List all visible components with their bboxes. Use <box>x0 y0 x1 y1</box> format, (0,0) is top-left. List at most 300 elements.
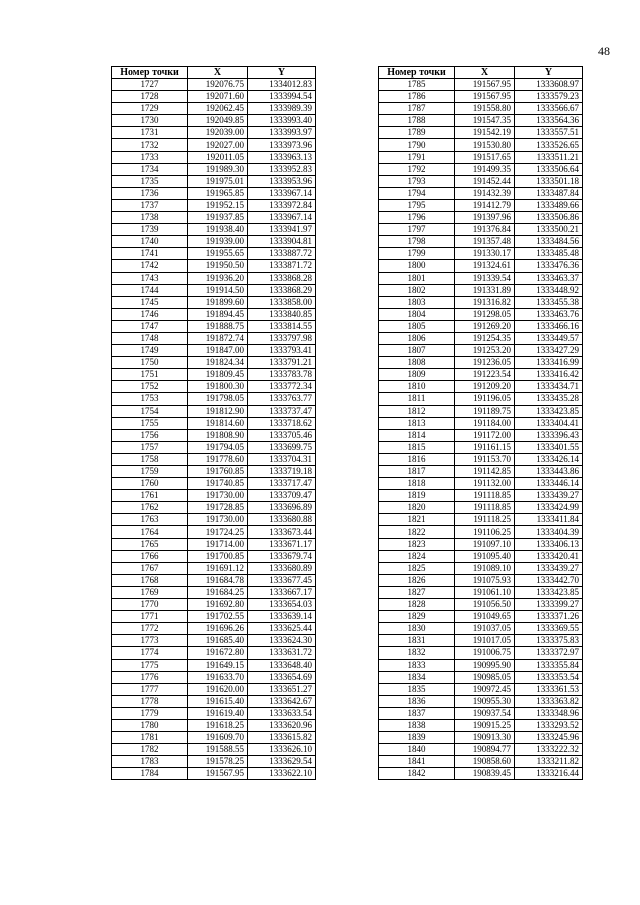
table-body-left <box>112 79 316 780</box>
x-coordinate-cell: 191269.20 <box>455 320 515 332</box>
x-coordinate-cell: 191965.85 <box>188 187 248 199</box>
table-row <box>112 224 316 236</box>
x-coordinate-cell: 191097.10 <box>455 538 515 550</box>
point-number-cell: 1801 <box>379 272 455 284</box>
y-coordinate-cell: 1333631.72 <box>248 647 316 659</box>
table-row <box>112 490 316 502</box>
table-row <box>112 272 316 284</box>
y-coordinate-cell: 1333772.34 <box>248 381 316 393</box>
table-row <box>379 756 583 768</box>
y-coordinate-cell: 1333506.86 <box>515 212 583 224</box>
point-number-cell: 1818 <box>379 478 455 490</box>
x-coordinate-cell: 191017.05 <box>455 635 515 647</box>
table-row <box>379 224 583 236</box>
x-coordinate-cell: 191778.60 <box>188 453 248 465</box>
table-row <box>379 284 583 296</box>
point-number-cell: 1727 <box>112 79 188 91</box>
y-coordinate-cell: 1333719.18 <box>248 466 316 478</box>
table-row <box>112 236 316 248</box>
point-number-cell: 1837 <box>379 707 455 719</box>
y-coordinate-cell: 1333222.32 <box>515 744 583 756</box>
table-row <box>379 719 583 731</box>
y-coordinate-cell: 1333704.31 <box>248 453 316 465</box>
header-x: X <box>188 67 248 79</box>
y-coordinate-cell: 1333439.27 <box>515 562 583 574</box>
x-coordinate-cell: 191142.85 <box>455 466 515 478</box>
point-number-cell: 1730 <box>112 115 188 127</box>
y-coordinate-cell: 1333369.55 <box>515 623 583 635</box>
point-number-cell: 1810 <box>379 381 455 393</box>
x-coordinate-cell: 191633.70 <box>188 671 248 683</box>
point-number-cell: 1777 <box>112 683 188 695</box>
y-coordinate-cell: 1333564.36 <box>515 115 583 127</box>
x-coordinate-cell: 190894.77 <box>455 744 515 756</box>
x-coordinate-cell: 191547.35 <box>455 115 515 127</box>
point-number-cell: 1821 <box>379 514 455 526</box>
table-row <box>379 308 583 320</box>
table-row <box>112 768 316 780</box>
table-row <box>112 91 316 103</box>
x-coordinate-cell: 191936.20 <box>188 272 248 284</box>
table-row <box>112 175 316 187</box>
y-coordinate-cell: 1333363.82 <box>515 695 583 707</box>
y-coordinate-cell: 1333476.36 <box>515 260 583 272</box>
y-coordinate-cell: 1333615.82 <box>248 732 316 744</box>
table-row <box>112 683 316 695</box>
y-coordinate-cell: 1333648.40 <box>248 659 316 671</box>
y-coordinate-cell: 1333791.21 <box>248 357 316 369</box>
table-row <box>112 478 316 490</box>
point-number-cell: 1836 <box>379 695 455 707</box>
x-coordinate-cell: 191952.15 <box>188 199 248 211</box>
point-number-cell: 1757 <box>112 441 188 453</box>
x-coordinate-cell: 191812.90 <box>188 405 248 417</box>
table-row <box>379 272 583 284</box>
table-row <box>379 79 583 91</box>
y-coordinate-cell: 1333871.72 <box>248 260 316 272</box>
y-coordinate-cell: 1333216.44 <box>515 768 583 780</box>
point-number-cell: 1793 <box>379 175 455 187</box>
table-row <box>379 647 583 659</box>
y-coordinate-cell: 1333406.13 <box>515 538 583 550</box>
y-coordinate-cell: 1333654.69 <box>248 671 316 683</box>
x-coordinate-cell: 191740.85 <box>188 478 248 490</box>
x-coordinate-cell: 191691.12 <box>188 562 248 574</box>
point-number-cell: 1812 <box>379 405 455 417</box>
y-coordinate-cell: 1333705.46 <box>248 429 316 441</box>
table-row <box>112 514 316 526</box>
point-number-cell: 1739 <box>112 224 188 236</box>
table-row <box>379 671 583 683</box>
table-row <box>112 538 316 550</box>
table-row <box>379 744 583 756</box>
x-coordinate-cell: 191808.90 <box>188 429 248 441</box>
table-row <box>379 417 583 429</box>
point-number-cell: 1765 <box>112 538 188 550</box>
x-coordinate-cell: 191588.55 <box>188 744 248 756</box>
point-number-cell: 1769 <box>112 586 188 598</box>
table-row <box>112 562 316 574</box>
x-coordinate-cell: 191950.50 <box>188 260 248 272</box>
x-coordinate-cell: 191330.17 <box>455 248 515 260</box>
table-row <box>112 671 316 683</box>
point-number-cell: 1806 <box>379 332 455 344</box>
y-coordinate-cell: 1333484.56 <box>515 236 583 248</box>
y-coordinate-cell: 1333763.77 <box>248 393 316 405</box>
point-number-cell: 1822 <box>379 526 455 538</box>
table-row <box>379 248 583 260</box>
point-number-cell: 1764 <box>112 526 188 538</box>
point-number-cell: 1809 <box>379 369 455 381</box>
x-coordinate-cell: 191542.19 <box>455 127 515 139</box>
point-number-cell: 1778 <box>112 695 188 707</box>
table-row <box>379 695 583 707</box>
point-number-cell: 1732 <box>112 139 188 151</box>
x-coordinate-cell: 191567.95 <box>188 768 248 780</box>
point-number-cell: 1794 <box>379 187 455 199</box>
x-coordinate-cell: 191376.84 <box>455 224 515 236</box>
point-number-cell: 1759 <box>112 466 188 478</box>
x-coordinate-cell: 191615.40 <box>188 695 248 707</box>
y-coordinate-cell: 1333953.96 <box>248 175 316 187</box>
y-coordinate-cell: 1333455.38 <box>515 296 583 308</box>
table-row <box>112 332 316 344</box>
y-coordinate-cell: 1333868.29 <box>248 284 316 296</box>
header-point-number: Номер точки <box>379 67 455 79</box>
table-row <box>379 103 583 115</box>
x-coordinate-cell: 191118.25 <box>455 514 515 526</box>
y-coordinate-cell: 1333717.47 <box>248 478 316 490</box>
point-number-cell: 1790 <box>379 139 455 151</box>
table-row <box>112 79 316 91</box>
table-row <box>112 744 316 756</box>
y-coordinate-cell: 1333904.81 <box>248 236 316 248</box>
x-coordinate-cell: 191184.00 <box>455 417 515 429</box>
point-number-cell: 1745 <box>112 296 188 308</box>
x-coordinate-cell: 191730.00 <box>188 490 248 502</box>
table-row <box>112 550 316 562</box>
point-number-cell: 1800 <box>379 260 455 272</box>
table-row <box>379 429 583 441</box>
point-number-cell: 1770 <box>112 599 188 611</box>
y-coordinate-cell: 1333967.14 <box>248 212 316 224</box>
point-number-cell: 1733 <box>112 151 188 163</box>
x-coordinate-cell: 191730.00 <box>188 514 248 526</box>
y-coordinate-cell: 1333211.82 <box>515 756 583 768</box>
point-number-cell: 1833 <box>379 659 455 671</box>
x-coordinate-cell: 191172.00 <box>455 429 515 441</box>
point-number-cell: 1783 <box>112 756 188 768</box>
point-number-cell: 1763 <box>112 514 188 526</box>
point-number-cell: 1766 <box>112 550 188 562</box>
table-row <box>379 574 583 586</box>
point-number-cell: 1735 <box>112 175 188 187</box>
x-coordinate-cell: 191567.95 <box>455 79 515 91</box>
point-number-cell: 1811 <box>379 393 455 405</box>
table-row <box>112 502 316 514</box>
x-coordinate-cell: 192062.45 <box>188 103 248 115</box>
header-point-number: Номер точки <box>112 67 188 79</box>
y-coordinate-cell: 1333651.27 <box>248 683 316 695</box>
point-number-cell: 1796 <box>379 212 455 224</box>
table-row <box>379 357 583 369</box>
x-coordinate-cell: 191298.05 <box>455 308 515 320</box>
y-coordinate-cell: 1333633.54 <box>248 707 316 719</box>
y-coordinate-cell: 1333797.98 <box>248 332 316 344</box>
table-row <box>379 151 583 163</box>
header-x: X <box>455 67 515 79</box>
x-coordinate-cell: 191339.54 <box>455 272 515 284</box>
table-row <box>112 284 316 296</box>
table-row <box>112 103 316 115</box>
table-row <box>112 127 316 139</box>
y-coordinate-cell: 1333372.97 <box>515 647 583 659</box>
point-number-cell: 1831 <box>379 635 455 647</box>
x-coordinate-cell: 191153.70 <box>455 453 515 465</box>
point-number-cell: 1780 <box>112 719 188 731</box>
x-coordinate-cell: 191118.85 <box>455 490 515 502</box>
point-number-cell: 1772 <box>112 623 188 635</box>
table-row <box>112 199 316 211</box>
page-number: 48 <box>598 44 610 58</box>
x-coordinate-cell: 191684.25 <box>188 586 248 598</box>
x-coordinate-cell: 191132.00 <box>455 478 515 490</box>
point-number-cell: 1767 <box>112 562 188 574</box>
point-number-cell: 1751 <box>112 369 188 381</box>
table-row <box>112 586 316 598</box>
point-number-cell: 1792 <box>379 163 455 175</box>
x-coordinate-cell: 191809.45 <box>188 369 248 381</box>
point-number-cell: 1740 <box>112 236 188 248</box>
table-row <box>112 659 316 671</box>
point-number-cell: 1802 <box>379 284 455 296</box>
point-number-cell: 1771 <box>112 611 188 623</box>
y-coordinate-cell: 1333620.96 <box>248 719 316 731</box>
point-number-cell: 1797 <box>379 224 455 236</box>
header-y: Y <box>515 67 583 79</box>
point-number-cell: 1782 <box>112 744 188 756</box>
table-row <box>379 320 583 332</box>
y-coordinate-cell: 1333625.44 <box>248 623 316 635</box>
table-row <box>379 127 583 139</box>
y-coordinate-cell: 1333446.14 <box>515 478 583 490</box>
point-number-cell: 1813 <box>379 417 455 429</box>
point-number-cell: 1768 <box>112 574 188 586</box>
y-coordinate-cell: 1333399.27 <box>515 599 583 611</box>
table-row <box>379 441 583 453</box>
table-row <box>112 357 316 369</box>
table-row <box>379 260 583 272</box>
point-number-cell: 1781 <box>112 732 188 744</box>
table-row <box>112 260 316 272</box>
point-number-cell: 1737 <box>112 199 188 211</box>
x-coordinate-cell: 192011.05 <box>188 151 248 163</box>
point-number-cell: 1761 <box>112 490 188 502</box>
y-coordinate-cell: 1333401.55 <box>515 441 583 453</box>
x-coordinate-cell: 191061.10 <box>455 586 515 598</box>
point-number-cell: 1803 <box>379 296 455 308</box>
y-coordinate-cell: 1333426.14 <box>515 453 583 465</box>
table-row <box>112 707 316 719</box>
table-row <box>379 381 583 393</box>
table-row <box>112 732 316 744</box>
point-number-cell: 1760 <box>112 478 188 490</box>
point-number-cell: 1749 <box>112 345 188 357</box>
x-coordinate-cell: 191894.45 <box>188 308 248 320</box>
x-coordinate-cell: 191939.00 <box>188 236 248 248</box>
table-row <box>112 429 316 441</box>
table-row <box>112 320 316 332</box>
y-coordinate-cell: 1333783.78 <box>248 369 316 381</box>
y-coordinate-cell: 1333489.66 <box>515 199 583 211</box>
x-coordinate-cell: 191095.40 <box>455 550 515 562</box>
x-coordinate-cell: 191567.95 <box>455 91 515 103</box>
x-coordinate-cell: 191618.25 <box>188 719 248 731</box>
table-row <box>112 611 316 623</box>
table-row <box>112 453 316 465</box>
point-number-cell: 1805 <box>379 320 455 332</box>
point-number-cell: 1754 <box>112 405 188 417</box>
y-coordinate-cell: 1333404.39 <box>515 526 583 538</box>
table-row <box>112 381 316 393</box>
x-coordinate-cell: 191649.15 <box>188 659 248 671</box>
point-number-cell: 1786 <box>379 91 455 103</box>
x-coordinate-cell: 191517.65 <box>455 151 515 163</box>
y-coordinate-cell: 1333416.99 <box>515 357 583 369</box>
y-coordinate-cell: 1333511.21 <box>515 151 583 163</box>
table-row <box>379 599 583 611</box>
point-number-cell: 1787 <box>379 103 455 115</box>
x-coordinate-cell: 191899.60 <box>188 296 248 308</box>
point-number-cell: 1789 <box>379 127 455 139</box>
y-coordinate-cell: 1333639.14 <box>248 611 316 623</box>
y-coordinate-cell: 1333994.54 <box>248 91 316 103</box>
table-row <box>112 574 316 586</box>
x-coordinate-cell: 191412.79 <box>455 199 515 211</box>
x-coordinate-cell: 191824.34 <box>188 357 248 369</box>
y-coordinate-cell: 1333245.96 <box>515 732 583 744</box>
table-row <box>379 526 583 538</box>
point-number-cell: 1816 <box>379 453 455 465</box>
x-coordinate-cell: 191685.40 <box>188 635 248 647</box>
point-number-cell: 1744 <box>112 284 188 296</box>
x-coordinate-cell: 191702.55 <box>188 611 248 623</box>
y-coordinate-cell: 1333361.53 <box>515 683 583 695</box>
point-number-cell: 1791 <box>379 151 455 163</box>
y-coordinate-cell: 1333608.97 <box>515 79 583 91</box>
x-coordinate-cell: 191684.78 <box>188 574 248 586</box>
table-row <box>379 707 583 719</box>
x-coordinate-cell: 191692.80 <box>188 599 248 611</box>
table-row <box>379 405 583 417</box>
y-coordinate-cell: 1333404.41 <box>515 417 583 429</box>
point-number-cell: 1815 <box>379 441 455 453</box>
x-coordinate-cell: 191037.05 <box>455 623 515 635</box>
x-coordinate-cell: 191724.25 <box>188 526 248 538</box>
table-row <box>379 115 583 127</box>
y-coordinate-cell: 1333416.42 <box>515 369 583 381</box>
table-header-row <box>379 67 583 79</box>
point-number-cell: 1814 <box>379 429 455 441</box>
y-coordinate-cell: 1333887.72 <box>248 248 316 260</box>
y-coordinate-cell: 1333941.97 <box>248 224 316 236</box>
x-coordinate-cell: 190913.30 <box>455 732 515 744</box>
y-coordinate-cell: 1333371.26 <box>515 611 583 623</box>
point-number-cell: 1738 <box>112 212 188 224</box>
y-coordinate-cell: 1333500.21 <box>515 224 583 236</box>
x-coordinate-cell: 191324.61 <box>455 260 515 272</box>
table-header-row <box>112 67 316 79</box>
y-coordinate-cell: 1333868.28 <box>248 272 316 284</box>
table-row <box>379 296 583 308</box>
x-coordinate-cell: 191223.54 <box>455 369 515 381</box>
table-row <box>112 441 316 453</box>
table-row <box>379 393 583 405</box>
table-row <box>112 719 316 731</box>
point-number-cell: 1829 <box>379 611 455 623</box>
x-coordinate-cell: 190858.60 <box>455 756 515 768</box>
x-coordinate-cell: 190839.45 <box>455 768 515 780</box>
y-coordinate-cell: 1333677.45 <box>248 574 316 586</box>
point-number-cell: 1839 <box>379 732 455 744</box>
table-row <box>112 526 316 538</box>
table-row <box>379 236 583 248</box>
x-coordinate-cell: 190985.05 <box>455 671 515 683</box>
table-row <box>112 212 316 224</box>
point-number-cell: 1752 <box>112 381 188 393</box>
y-coordinate-cell: 1333699.75 <box>248 441 316 453</box>
x-coordinate-cell: 191006.75 <box>455 647 515 659</box>
x-coordinate-cell: 191872.74 <box>188 332 248 344</box>
table-row <box>112 369 316 381</box>
point-number-cell: 1750 <box>112 357 188 369</box>
x-coordinate-cell: 191558.80 <box>455 103 515 115</box>
header-y: Y <box>248 67 316 79</box>
table-row <box>112 296 316 308</box>
y-coordinate-cell: 1333434.71 <box>515 381 583 393</box>
x-coordinate-cell: 191530.80 <box>455 139 515 151</box>
table-row <box>112 248 316 260</box>
y-coordinate-cell: 1333448.92 <box>515 284 583 296</box>
table-row <box>379 91 583 103</box>
point-number-cell: 1734 <box>112 163 188 175</box>
y-coordinate-cell: 1333439.27 <box>515 490 583 502</box>
x-coordinate-cell: 191847.00 <box>188 345 248 357</box>
y-coordinate-cell: 1333642.67 <box>248 695 316 707</box>
y-coordinate-cell: 1333737.47 <box>248 405 316 417</box>
point-number-cell: 1826 <box>379 574 455 586</box>
y-coordinate-cell: 1333443.86 <box>515 466 583 478</box>
table-row <box>112 623 316 635</box>
x-coordinate-cell: 190995.90 <box>455 659 515 671</box>
table-row <box>112 308 316 320</box>
x-coordinate-cell: 191209.20 <box>455 381 515 393</box>
x-coordinate-cell: 191975.01 <box>188 175 248 187</box>
y-coordinate-cell: 1333463.37 <box>515 272 583 284</box>
x-coordinate-cell: 191760.85 <box>188 466 248 478</box>
table-row <box>379 732 583 744</box>
y-coordinate-cell: 1333420.41 <box>515 550 583 562</box>
y-coordinate-cell: 1333858.00 <box>248 296 316 308</box>
y-coordinate-cell: 1333442.70 <box>515 574 583 586</box>
x-coordinate-cell: 191499.35 <box>455 163 515 175</box>
y-coordinate-cell: 1333423.85 <box>515 405 583 417</box>
point-number-cell: 1840 <box>379 744 455 756</box>
table-row <box>379 369 583 381</box>
y-coordinate-cell: 1333793.41 <box>248 345 316 357</box>
x-coordinate-cell: 191089.10 <box>455 562 515 574</box>
point-number-cell: 1785 <box>379 79 455 91</box>
